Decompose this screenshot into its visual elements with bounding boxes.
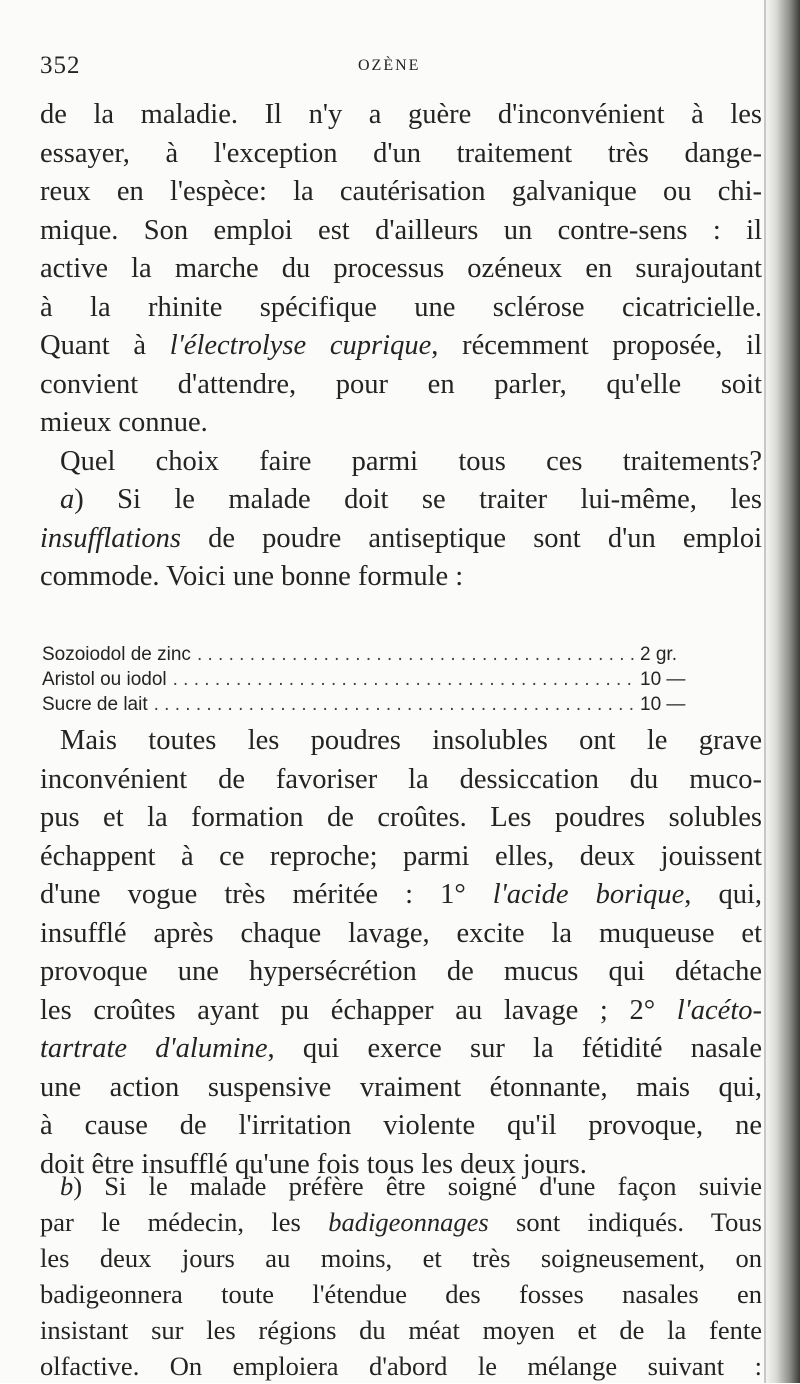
text-line: b) Si le malade préfère être soigné d'une façon suivie <box>60 1171 762 1201</box>
paragraph-3 <box>40 1168 762 1384</box>
italic-term: badigeonnages <box>328 1207 489 1237</box>
text-line: reux en l'espèce: la cautérisation galvanique ou chi- <box>40 176 762 207</box>
formula-quantity: 10 — <box>640 669 686 690</box>
italic-term: b <box>60 1171 74 1201</box>
italic-term: l'acéto- <box>676 994 762 1026</box>
formula-row <box>42 642 702 667</box>
text-line: à la rhinite spécifique une sclérose cicatricielle. <box>40 291 762 323</box>
book-spine-shadow <box>766 0 800 1383</box>
text-line: Quel choix faire parmi tous ces traitements? <box>60 445 762 477</box>
dot-leader <box>197 642 634 667</box>
text-line: à cause de l'irritation violente qu'il provoque, ne <box>40 1110 762 1141</box>
text-line: Quant à l'électrolyse cuprique, récemment proposée, il <box>40 330 762 361</box>
formula-row <box>42 667 702 692</box>
text-line: provoque une hypersécrétion de mucus qui détache <box>40 956 762 987</box>
text-line: active la marche du processus ozéneux en surajoutant <box>40 253 762 284</box>
paragraph-2 <box>40 722 762 1184</box>
dot-leader <box>173 667 634 692</box>
text-line: les deux jours au moins, et très soigneusement, on <box>40 1243 762 1273</box>
formula-row <box>42 692 702 717</box>
text-line: par le médecin, les badigeonnages sont indiqués. Tous <box>40 1207 762 1237</box>
text-line: tartrate d'alumine, qui exerce sur la fétidité nasale <box>40 1033 762 1064</box>
formula-ingredient: Sucre de lait <box>42 694 148 715</box>
text-line: échappent à ce reproche; parmi elles, deux jouissent <box>40 840 762 872</box>
formula-table <box>42 642 702 717</box>
formula-ingredient: Aristol ou iodol <box>42 669 167 690</box>
dot-leader <box>154 692 634 717</box>
text-line: convient d'attendre, pour en parler, qu'elle soit <box>40 368 762 400</box>
running-title: OZÈNE <box>358 57 421 74</box>
text-line: mieux connue. <box>40 407 208 438</box>
formula-quantity: 2 gr. <box>640 644 677 665</box>
italic-term: a <box>60 484 75 515</box>
paragraph-1 <box>40 96 762 597</box>
text-line: a) Si le malade doit se traiter lui-même, les <box>60 484 762 515</box>
formula-ingredient: Sozoiodol de zinc <box>42 644 191 665</box>
text-line: Mais toutes les poudres insolubles ont le grave <box>60 725 762 756</box>
text-line: insistant sur les régions du méat moyen et de la fente <box>40 1315 762 1345</box>
text-line: inconvénient de favoriser la dessiccation du muco- <box>40 763 762 795</box>
page-number: 352 <box>40 52 81 79</box>
text-line: de la maladie. Il n'y a guère d'inconvénient à les <box>40 99 762 130</box>
text-line: mique. Son emploi est d'ailleurs un contre-sens : il <box>40 214 762 246</box>
text-line: insufflé après chaque lavage, excite la muqueuse et <box>40 917 762 949</box>
text-line: commode. Voici une bonne formule : <box>40 561 464 592</box>
text-line: olfactive. On emploiera d'abord le mélange suivant : <box>40 1351 762 1381</box>
italic-term: l'électrolyse cuprique <box>169 330 432 361</box>
text-line: d'une vogue très méritée : 1° l'acide borique, qui, <box>40 879 763 910</box>
text-line: les croûtes ayant pu échapper au lavage ; 2° l'acéto- <box>40 994 762 1026</box>
text-line: pus et la formation de croûtes. Les poudres solubles <box>40 802 762 833</box>
text-line: insufflations de poudre antiseptique sont d'un emploi <box>40 522 762 554</box>
italic-term: tartrate d'alumine <box>40 1033 268 1064</box>
text-line: badigeonnera toute l'étendue des fosses nasales en <box>40 1279 762 1309</box>
text-line: une action suspensive vraiment étonnante, mais qui, <box>40 1071 762 1103</box>
italic-term: insufflations <box>40 522 181 554</box>
formula-quantity: 10 — <box>640 694 686 715</box>
text-line: essayer, à l'exception d'un traitement très dange- <box>40 137 762 169</box>
text-line: doit être insufflé qu'une fois tous les deux jours. <box>40 1148 587 1180</box>
italic-term: l'acide borique <box>492 879 685 910</box>
page-header <box>40 52 760 92</box>
